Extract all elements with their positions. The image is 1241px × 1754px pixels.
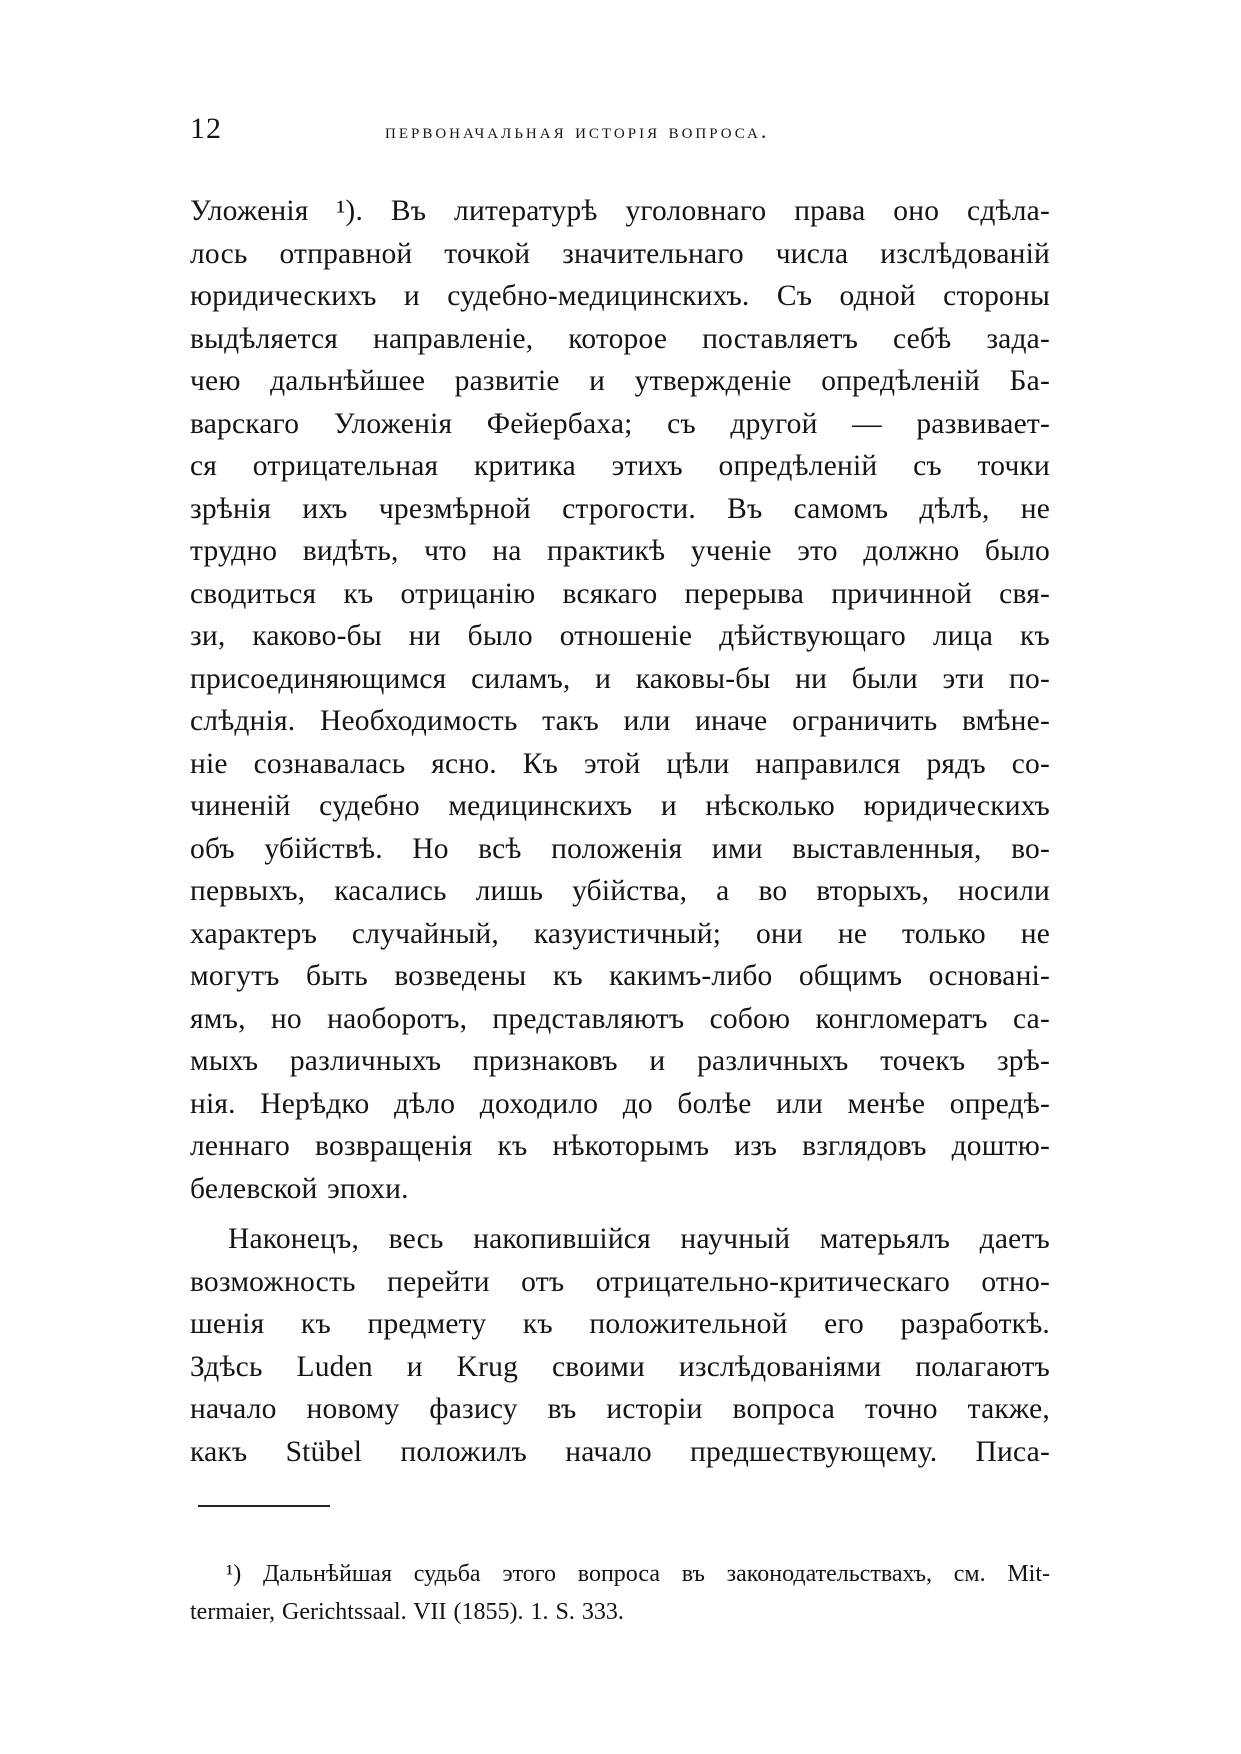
text-line: нія. Нерѣдко дѣло доходило до болѣе или менѣе опредѣ- [190,1087,1050,1120]
text-line: чиненій судебно медицинскихъ и нѣсколько юридическихъ [190,790,1050,822]
text-line: чею дальнѣйшее развитіе и утвержденіе опредѣленій Ба- [190,365,1050,397]
footnote-line: ¹) Дальнѣйшая судьба этого вопроса въ законодательствахъ, см. Mit- [226,1561,1050,1587]
text-line: слѣднія. Необходимость такъ или иначе ограничить вмѣне- [190,705,1050,737]
text-line: Уложенія ¹). Въ литературѣ уголовнаго права оно сдѣла- [190,195,1050,227]
text-line: мыхъ различныхъ признаковъ и различныхъ точекъ зрѣ- [190,1045,1050,1077]
text-line: юридическихъ и судебно-медицинскихъ. Съ одной стороны [190,280,1050,312]
text-line: белевской эпохи. [190,1172,409,1205]
text-line: Наконецъ, весь накопившійся научный матерьялъ даетъ [228,1223,1050,1255]
text-line: леннаго возвращенія къ нѣкоторымъ изъ взглядовъ доштю- [190,1130,1050,1162]
text-line: ніе сознавалась ясно. Къ этой цѣли направился рядъ со- [190,747,1050,780]
text-line: могутъ быть возведены къ какимъ-либо общимъ основані- [190,960,1050,992]
text-line: Здѣсь Luden и Krug своими изслѣдованіями полагаютъ [190,1350,1050,1383]
footnote-separator [198,1505,330,1507]
text-line: объ убійствѣ. Но всѣ положенія ими выставленныя, во- [190,832,1050,865]
text-line: выдѣляется направленіе, которое поставляетъ себѣ зада- [190,322,1050,355]
running-title: первоначальная исторія вопроса. [385,118,770,143]
running-header [190,112,1050,152]
footnotes [190,1555,1050,1631]
page-number: 12 [190,112,222,145]
paragraph-gap [190,1210,1050,1218]
text-line: ся отрицательная критика этихъ опредѣленій съ точки [190,450,1050,482]
text-line: возможность перейти отъ отрицательно-критическаго отно- [190,1265,1050,1298]
text-line: шенія къ предмету къ положительной его разработкѣ. [190,1308,1050,1340]
text-line: первыхъ, касались лишь убійства, а во вторыхъ, носили [190,875,1050,907]
text-line: характеръ случайный, казуистичный; они не только не [190,917,1050,950]
text-line: варскаго Уложенія Фейербаха; съ другой — развивает- [190,407,1050,440]
text-line: лось отправной точкой значительнаго числа изслѣдованій [190,237,1050,270]
footnote-line: termaier, Gerichtssaal. VII (1855). 1. S. 333. [190,1599,624,1625]
text-line: присоединяющимся силамъ, и каковы-бы ни были эти по- [190,662,1050,695]
text-line: трудно видѣть, что на практикѣ ученіе это должно было [190,535,1050,567]
main-text [190,190,1050,1473]
text-line: сводиться къ отрицанію всякаго перерыва причинной свя- [190,577,1050,610]
text-line: начало новому фазису въ исторіи вопроса точно также, [190,1393,1050,1425]
text-line: зи, каково-бы ни было отношеніе дѣйствующаго лица къ [190,620,1050,652]
text-line: ямъ, но наоборотъ, представляютъ собою конгломератъ са- [190,1002,1050,1035]
text-line: какъ Stübel положилъ начало предшествующему. Писа- [190,1435,1050,1468]
text-line: зрѣнія ихъ чрезмѣрной строгости. Въ самомъ дѣлѣ, не [190,492,1050,525]
